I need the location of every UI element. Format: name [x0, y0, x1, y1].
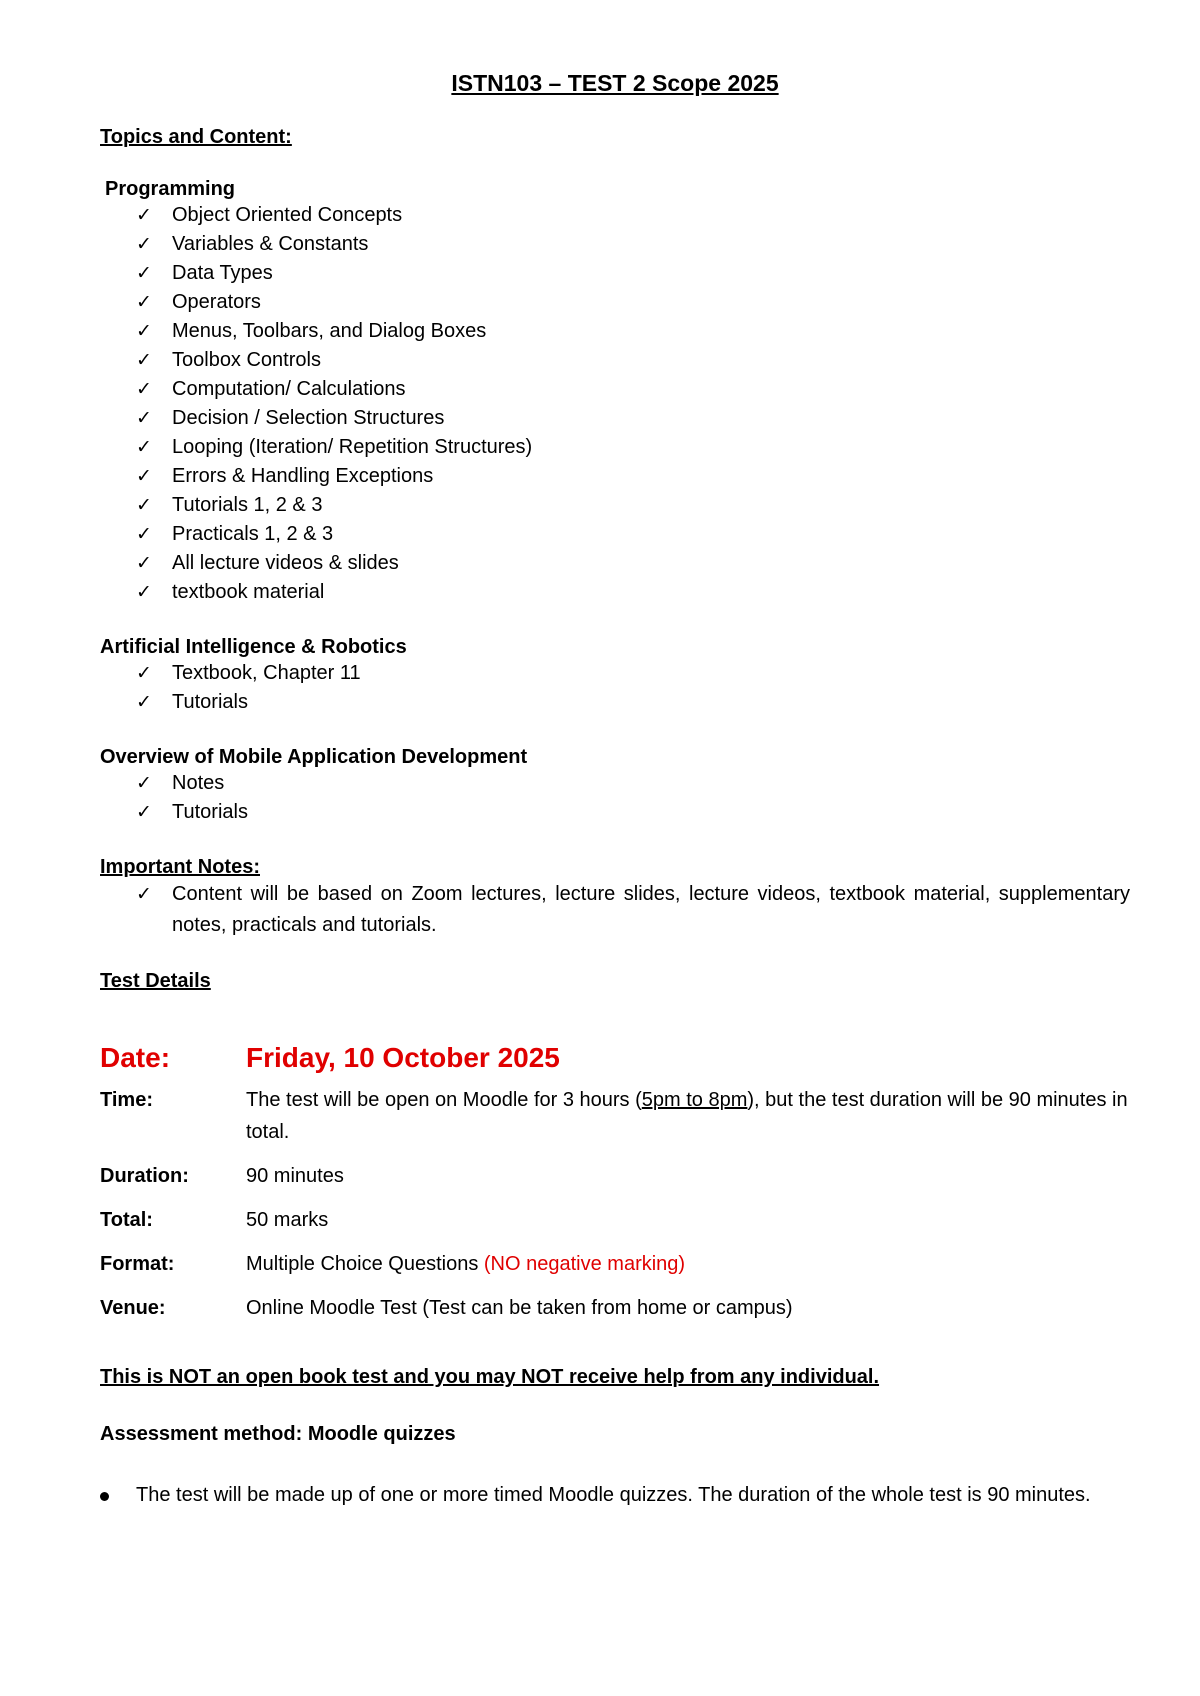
- total-value: 50 marks: [246, 1209, 329, 1231]
- check-mark-icon: ✓: [136, 582, 152, 603]
- open-book-warning: This is NOT an open book test and you may NOT receive help from any individual.: [100, 1366, 880, 1388]
- list-item: ✓ Tutorials 1, 2 & 3: [136, 491, 1130, 520]
- check-mark-icon: ✓: [136, 292, 152, 313]
- check-mark-icon: ✓: [136, 321, 152, 342]
- list-item: ✓ Decision / Selection Structures: [136, 404, 1130, 433]
- ai-robotics-list: [100, 659, 1130, 717]
- list-item: ✓ Tutorials: [136, 688, 1130, 717]
- test-details-label: Test Details: [100, 970, 211, 992]
- format-label: Format:: [100, 1253, 175, 1275]
- venue-value: Online Moodle Test (Test can be taken from home or campus): [246, 1297, 793, 1319]
- mobile-dev-list: [100, 769, 1130, 827]
- format-value: Multiple Choice Questions (NO negative marking): [246, 1253, 686, 1275]
- check-mark-icon: ✓: [136, 773, 152, 794]
- time-row: [100, 1084, 1130, 1148]
- list-item: ✓ Practicals 1, 2 & 3: [136, 520, 1130, 549]
- section-heading-ai-robotics: Artificial Intelligence & Robotics: [100, 636, 407, 658]
- list-item: ✓ Variables & Constants: [136, 230, 1130, 259]
- important-notes-label: Important Notes:: [100, 856, 260, 878]
- programming-list: [100, 201, 1130, 607]
- check-mark-icon: ✓: [136, 205, 152, 226]
- check-mark-icon: ✓: [136, 553, 152, 574]
- date-row: [100, 1038, 1130, 1078]
- total-row: [100, 1204, 1130, 1236]
- list-item: ✓ Notes: [136, 769, 1130, 798]
- important-notes-list: [100, 879, 1130, 941]
- list-item: ✓ Tutorials: [136, 798, 1130, 827]
- list-item: ✓ Object Oriented Concepts: [136, 201, 1130, 230]
- list-item: ✓ Textbook, Chapter 11: [136, 659, 1130, 688]
- check-mark-icon: ✓: [136, 234, 152, 255]
- section-heading-mobile-dev: Overview of Mobile Application Development: [100, 746, 528, 768]
- check-mark-icon: ✓: [136, 663, 152, 684]
- list-item: ✓ Computation/ Calculations: [136, 375, 1130, 404]
- date-value: Friday, 10 October 2025: [246, 1042, 560, 1073]
- list-item: ✓ Content will be based on Zoom lectures, lecture slides, lecture videos, textbook material, supplementary notes, practicals and tutorials.: [136, 879, 1130, 941]
- negative-marking-note: (NO negative marking): [483, 1253, 686, 1275]
- assessment-bullets: [100, 1480, 1130, 1511]
- check-mark-icon: ✓: [136, 263, 152, 284]
- bullet-dot-icon: [100, 1492, 109, 1501]
- list-item: ✓ All lecture videos & slides: [136, 549, 1130, 578]
- time-window: 5pm to 8pm: [641, 1089, 748, 1111]
- document-body: [100, 70, 1130, 1511]
- check-mark-icon: ✓: [136, 495, 152, 516]
- list-item: ✓ Menus, Toolbars, and Dialog Boxes: [136, 317, 1130, 346]
- check-mark-icon: ✓: [136, 379, 152, 400]
- list-item: ✓ Errors & Handling Exceptions: [136, 462, 1130, 491]
- format-row: [100, 1248, 1130, 1280]
- assessment-heading: Assessment method: Moodle quizzes: [100, 1423, 456, 1445]
- list-item: ✓ Data Types: [136, 259, 1130, 288]
- list-item: ✓ Toolbox Controls: [136, 346, 1130, 375]
- check-mark-icon: ✓: [136, 884, 152, 905]
- check-mark-icon: ✓: [136, 437, 152, 458]
- date-label: Date:: [100, 1042, 171, 1073]
- duration-row: [100, 1160, 1130, 1192]
- venue-label: Venue:: [100, 1297, 166, 1319]
- section-heading-programming: Programming: [105, 178, 236, 200]
- list-item: ✓ Operators: [136, 288, 1130, 317]
- test-details-table: [100, 1038, 1130, 1324]
- duration-label: Duration:: [100, 1165, 189, 1187]
- list-item: ✓ Looping (Iteration/ Repetition Structures): [136, 433, 1130, 462]
- time-label: Time:: [100, 1089, 153, 1111]
- total-label: Total:: [100, 1209, 153, 1231]
- check-mark-icon: ✓: [136, 524, 152, 545]
- time-value: The test will be open on Moodle for 3 hours (5pm to 8pm), but the test duration will be 90 minutes in total.: [246, 1089, 1128, 1143]
- check-mark-icon: ✓: [136, 350, 152, 371]
- list-item: The test will be made up of one or more timed Moodle quizzes. The duration of the whole test is 90 minutes.: [100, 1480, 1130, 1511]
- check-mark-icon: ✓: [136, 802, 152, 823]
- topics-label: Topics and Content:: [100, 126, 292, 148]
- check-mark-icon: ✓: [136, 466, 152, 487]
- list-item: ✓ textbook material: [136, 578, 1130, 607]
- venue-row: [100, 1292, 1130, 1324]
- document-title: ISTN103 – TEST 2 Scope 2025: [451, 70, 779, 96]
- check-mark-icon: ✓: [136, 692, 152, 713]
- check-mark-icon: ✓: [136, 408, 152, 429]
- duration-value: 90 minutes: [246, 1165, 344, 1187]
